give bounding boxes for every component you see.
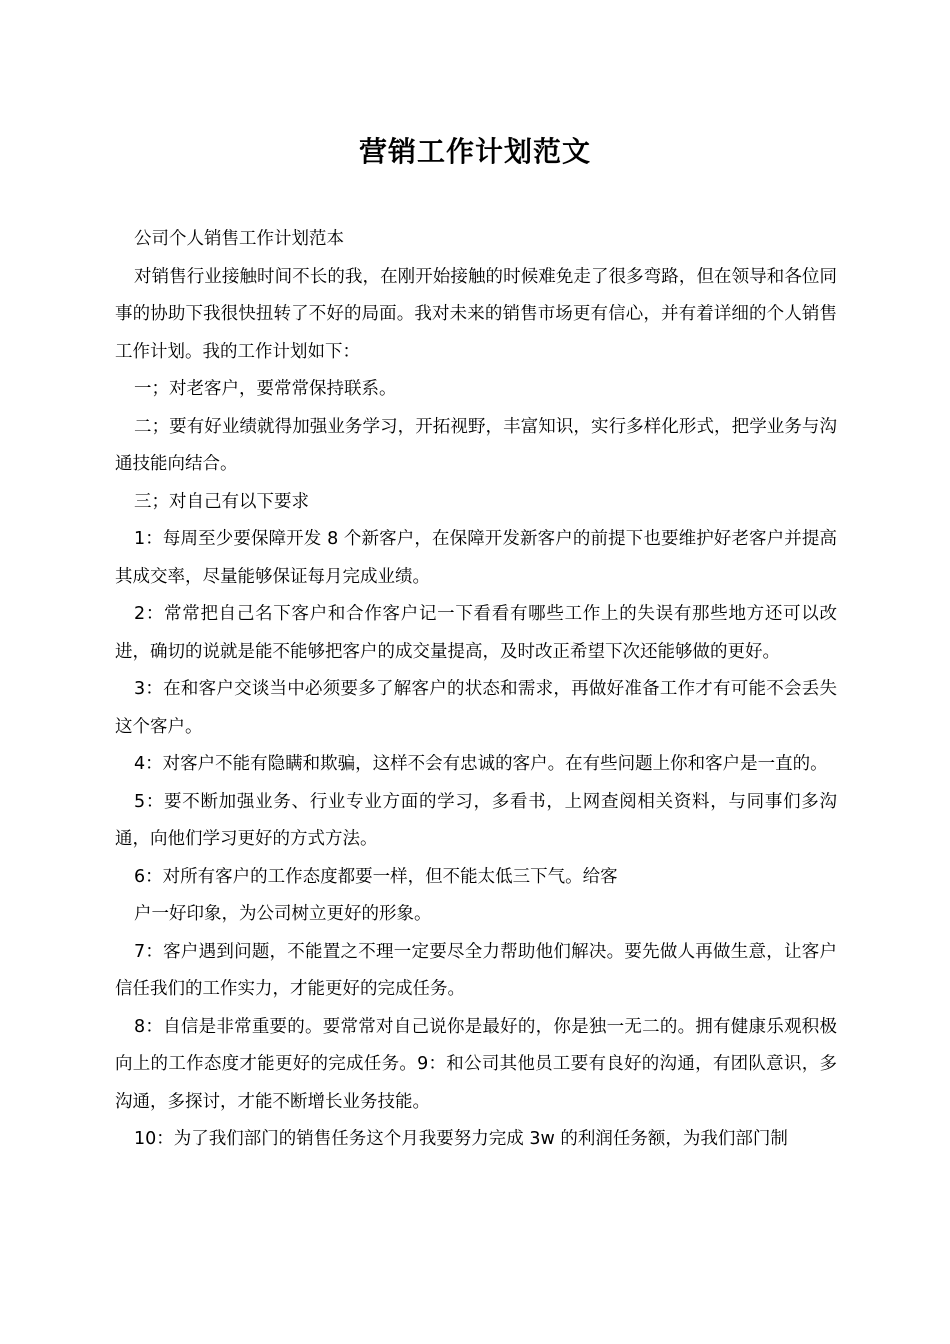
paragraph-intro: 对销售行业接触时间不长的我，在刚开始接触的时候难免走了很多弯路，但在领导和各位同事的协助下我很快扭转了不好的局面。我对未来的销售市场更有信心，并有着详细的个人销售工作计划。我的工作计划如下： [115,266,837,362]
paragraph-requirement-2: 2：常常把自己名下客户和合作客户记一下看看有哪些工作上的失误有那些地方还可以改进，确切的说就是能不能够把客户的成交量提高，及时改正希望下次还能够做的更好。 [115,604,837,662]
paragraph-requirement-6-continued: 户一好印象，为公司树立更好的形象。 [134,904,432,924]
paragraph-item-3: 三；对自己有以下要求 [134,491,309,512]
paragraph-subtitle: 公司个人销售工作计划范本 [134,229,344,249]
document-body [115,221,837,1159]
paragraph-requirement-3: 3：在和客户交谈当中必须要多了解客户的状态和需求，再做好准备工作才有可能不会丢失这个客户。 [115,679,837,737]
paragraph-requirement-10: 10：为了我们部门的销售任务这个月我要努力完成 3w 的利润任务额，为我们部门制 [134,1129,788,1149]
paragraph-requirement-7: 7：客户遇到问题，不能置之不理一定要尽全力帮助他们解决。要先做人再做生意，让客户信任我们的工作实力，才能更好的完成任务。 [115,941,837,999]
document-title: 营销工作计划范文 [358,135,591,168]
paragraph-item-1: 一；对老客户，要常常保持联系。 [134,379,397,399]
paragraph-requirement-6: 6：对所有客户的工作态度都要一样，但不能太低三下气。给客 [134,866,618,887]
paragraph-requirement-4: 4：对客户不能有隐瞒和欺骗，这样不会有忠诚的客户。在有些问题上你和客户是一直的。 [134,754,828,774]
paragraph-requirement-8-9: 8：自信是非常重要的。要常常对自己说你是最好的，你是独一无二的。拥有健康乐观积极向上的工作态度才能更好的完成任务。9：和公司其他员工要有良好的沟通，有团队意识，多沟通，多探讨，才能不断增长业务技能。 [115,1016,837,1112]
paragraph-item-2: 二；要有好业绩就得加强业务学习，开拓视野，丰富知识，实行多样化形式，把学业务与沟通技能向结合。 [115,416,837,474]
paragraph-requirement-5: 5：要不断加强业务、行业专业方面的学习，多看书，上网查阅相关资料，与同事们多沟通，向他们学习更好的方式方法。 [115,791,837,849]
paragraph-requirement-1: 1：每周至少要保障开发 8 个新客户，在保障开发新客户的前提下也要维护好老客户并提高其成交率，尽量能够保证每月完成业绩。 [115,529,837,587]
